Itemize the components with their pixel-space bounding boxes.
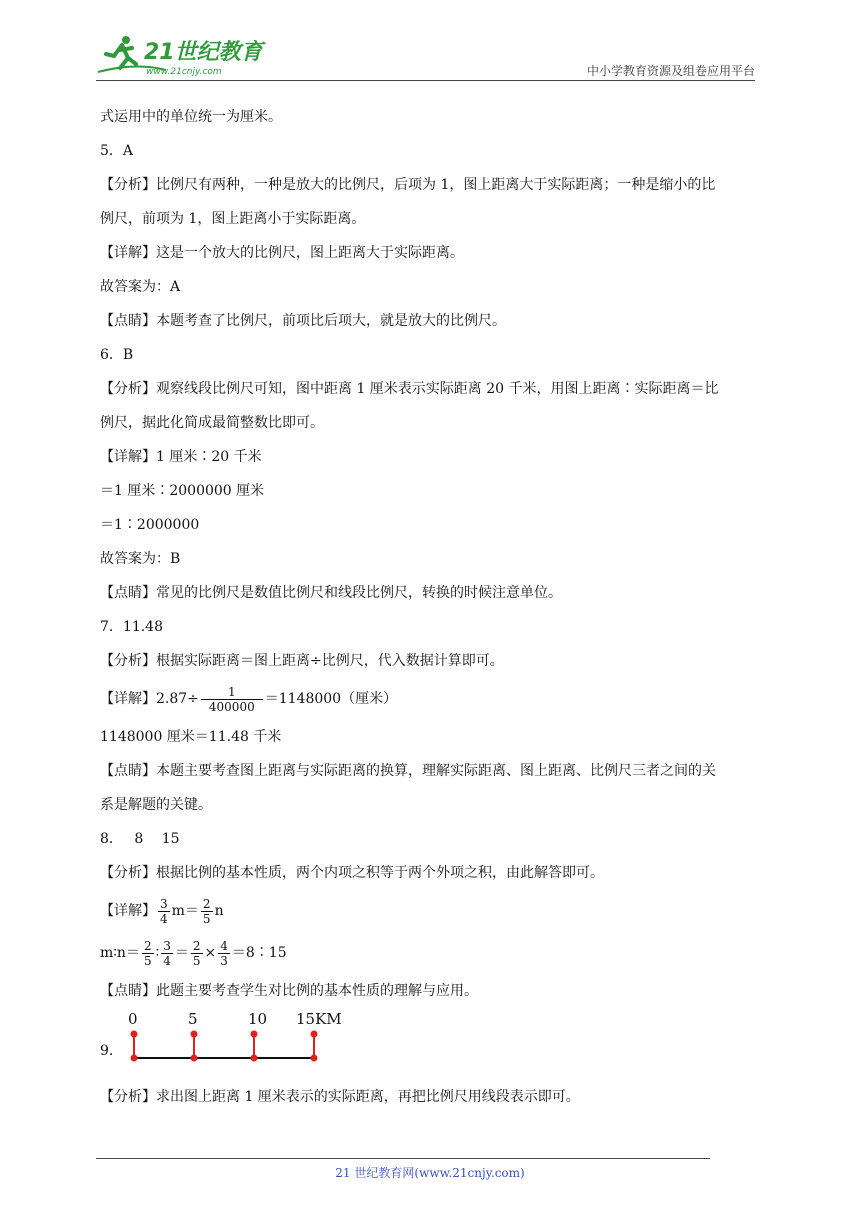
page-header [0, 0, 860, 90]
denominator: 4 [163, 953, 171, 968]
numerator: 2 [202, 896, 211, 911]
svg-text:21世纪教育: 21世纪教育 [144, 40, 263, 65]
q8-analysis: 【分析】根据比例的基本性质，两个内项之积等于两个外项之积，由此解答即可。 [100, 865, 604, 881]
footer-divider [96, 1158, 710, 1159]
q7-analysis: 【分析】根据实际距离＝图上距离÷比例尺，代入数据计算即可。 [100, 653, 504, 669]
fraction [201, 685, 263, 714]
q6-analysis-cont: 例尺，据此化简成最简整数比即可。 [100, 415, 324, 431]
denominator: 4 [160, 911, 168, 926]
text-line: 式运用中的单位统一为厘米。 [100, 109, 282, 125]
numerator: 1 [227, 684, 236, 699]
scale-dot [251, 1055, 258, 1062]
q7-detail-1 [100, 678, 760, 720]
scale-dot [131, 1031, 138, 1038]
denominator: 5 [192, 953, 201, 968]
question-7-answer: 7．11.48 [100, 619, 163, 635]
q8-detail-1 [100, 890, 760, 932]
fraction [158, 897, 170, 926]
footer-text: 21 世纪教育网(www.21cnjy.com) [335, 1166, 525, 1180]
q6-analysis: 【分析】观察线段比例尺可知，图中距离 1 厘米表示实际距离 20 千米，用图上距离∶实际距离＝比 [100, 381, 719, 397]
scale-dot [311, 1031, 318, 1038]
q6-detail-3: ＝1∶2000000 [100, 517, 200, 533]
svg-text:www.21cnjy.com: www.21cnjy.com [146, 67, 222, 77]
question-9-answer [100, 1008, 760, 1080]
platform-name: 中小学教育资源及组卷应用平台 [586, 64, 755, 78]
q5-final-answer: 故答案为：A [100, 279, 181, 295]
q6-comment: 【点睛】常见的比例尺是数值比例尺和线段比例尺，转换的时候注意单位。 [100, 585, 562, 601]
scale-dot [191, 1055, 198, 1062]
q5-detail: 【详解】这是一个放大的比例尺，图上距离大于实际距离。 [100, 245, 464, 261]
question-9-number: 9. [100, 1043, 114, 1059]
equation-text: m＝ [171, 903, 199, 919]
scale-label: 0 [128, 1010, 138, 1028]
equation-text: m∶n＝ [100, 945, 140, 961]
q7-comment: 【点睛】本题主要考查图上距离与实际距离的换算，理解实际距离、图上距离、比例尺三者之间的关 [100, 763, 716, 779]
q6-final-answer: 故答案为：B [100, 551, 181, 567]
denominator: 400000 [201, 699, 263, 714]
scale-label: 10 [248, 1010, 268, 1028]
fraction [201, 897, 213, 926]
q8-comment: 【点睛】此题主要考查学生对比例的基本性质的理解与应用。 [100, 983, 478, 999]
denominator: 3 [220, 953, 228, 968]
site-logo [96, 32, 266, 78]
q6-detail-2: ＝1 厘米∶2000000 厘米 [100, 483, 265, 499]
q8-detail-prefix: 【详解】 [100, 903, 156, 919]
numerator: 2 [143, 938, 152, 953]
equation-text: ＝8∶15 [231, 945, 287, 961]
denominator: 5 [202, 911, 211, 926]
q8-detail-2 [100, 932, 760, 974]
scale-label: 15KM [296, 1010, 342, 1028]
q6-detail-1: 【详解】1 厘米∶20 千米 [100, 449, 262, 465]
fraction [161, 939, 173, 968]
q9-analysis: 【分析】求出图上距离 1 厘米表示的实际距离，再把比例尺用线段表示即可。 [100, 1089, 580, 1105]
fraction [191, 939, 203, 968]
numerator: 4 [220, 938, 228, 953]
equation-text: × [204, 945, 217, 961]
scale-dot [251, 1031, 258, 1038]
document-body [100, 100, 760, 1114]
numerator: 3 [160, 896, 168, 911]
numerator: 2 [192, 938, 201, 953]
q5-analysis: 【分析】比例尺有两种，一种是放大的比例尺，后项为 1，图上距离大于实际距离；一种是缩小的比 [100, 177, 716, 193]
q7-detail-prefix: 【详解】2.87÷ [100, 691, 199, 707]
q5-analysis-cont: 例尺，前项为 1，图上距离小于实际距离。 [100, 211, 366, 227]
fraction [218, 939, 230, 968]
scale-dot [311, 1055, 318, 1062]
question-8-answer: 8． 8 15 [100, 831, 180, 847]
line-segment-scale [120, 1008, 380, 1068]
q7-comment-cont: 系是解题的关键。 [100, 797, 212, 813]
equation-text: n [214, 903, 224, 919]
question-6-answer: 6．B [100, 347, 134, 363]
fraction [142, 939, 154, 968]
q5-comment: 【点睛】本题考查了比例尺，前项比后项大，就是放大的比例尺。 [100, 313, 506, 329]
header-divider [96, 80, 755, 81]
q7-detail-result: ＝1148000（厘米） [264, 691, 398, 707]
scale-dot [131, 1055, 138, 1062]
denominator: 5 [143, 953, 152, 968]
scale-label: 5 [188, 1010, 198, 1028]
equation-text: ＝ [174, 945, 189, 961]
numerator: 3 [163, 938, 171, 953]
equation-text: ∶ [155, 945, 160, 961]
q7-detail-2: 1148000 厘米＝11.48 千米 [100, 729, 282, 745]
question-5-answer: 5．A [100, 143, 134, 159]
scale-dot [191, 1031, 198, 1038]
